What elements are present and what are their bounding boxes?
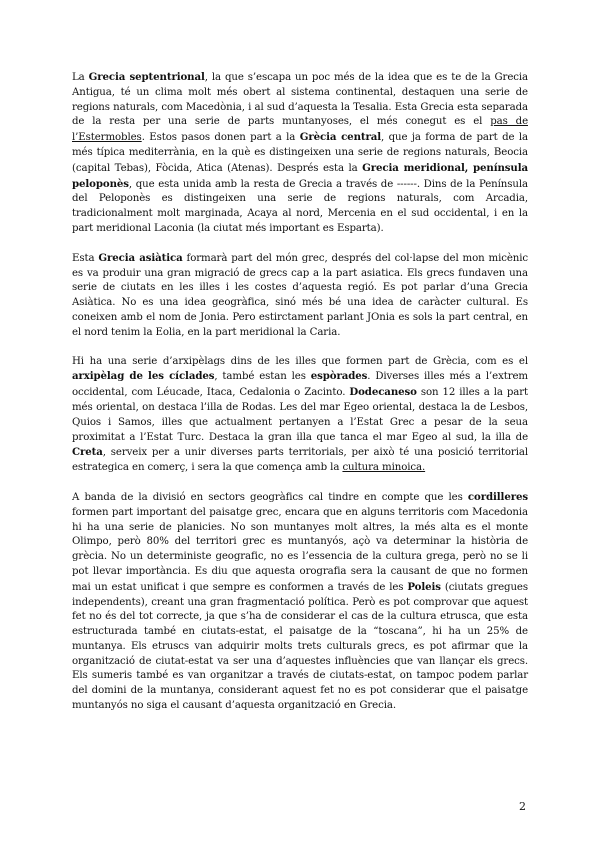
bold-term: cordilleres (467, 490, 528, 503)
text-run: . Estos pasos donen part a la (141, 132, 300, 144)
text-run: , també estan les (214, 371, 311, 383)
bold-term: Grecia asiàtica (98, 251, 183, 264)
text-run: A banda de la divisió en sectors geogràfics cal tindre en compte que les (72, 491, 468, 503)
bold-term: Dodecaneso (349, 386, 417, 399)
underlined-term: cultura minoica. (342, 462, 426, 474)
bold-term: Grècia central (299, 131, 382, 144)
text-run: La (72, 72, 89, 83)
bold-term: Poleis (407, 580, 441, 593)
text-run: formen part important del paisatge grec, encara que en alguns territoris com Macedonia hi ha una serie de planicies. No son muntanyes molt altres, la més alta es el monte Olimpo, però 80% del territori grec es muntanyós, açò va determinar la història de grècia. No un deterministe geografic, no es l’essencia de la cultura grega, però no se li pot llevar importància. Es diu que aquesta orografia sera la causant de que no formen mai un estat unificat i que sempre es conformen a través de les (72, 506, 528, 593)
text-run: , serveix per a unir diverses parts territorials, per això té una posició territorial estrategica en comerç, i sera la que comença amb la (72, 447, 528, 474)
bold-term: espòrades (310, 370, 368, 383)
text-run: (ciutats gregues independents), creant una gran fragmentació política. Però es pot comprovar que aquest fet no és del tot correcte, ja que s’ha de considerar el cas de la cultura etrusca, que esta estructurada també en ciutats-estat, el paisatge de la “toscana”, hi ha un 25% de muntanya. Els etruscs van adquirir molts trets culturals grecs, es pot afirmar que la organització de ciutat-estat va ser una d’aquestes influències que van llançar els grecs. Els sumeris també es van organitzar a través de ciutats-estat, on tampoc podem parlar del domini de la muntanya, considerant aquest fet no es pot considerar que el paisatge muntanyós no siga el causant d’aquesta organització en Grecia. (72, 581, 528, 712)
text-run: . Diverses illes més a l’extrem occidental, com Léucade, Itaca, Cedalonia o Zacinto. (72, 371, 528, 399)
paragraph-grecia-septentrional (72, 70, 528, 237)
paragraph-arxipelags (72, 355, 528, 476)
bold-term: Grecia meridional, península peloponès (72, 161, 528, 190)
text-run: son 12 illes a la part més oriental, on destaca l’illa de Rodas. Les del mar Egeo oriental, destaca la de Lesbos, Quios i Samos, illes que actualment pertanyen a l’Estat Grec a pesar de la seua proximitat a l’Estat Turc. Destaca la gran illa que tanca el mar Egeo al sud, la illa de (72, 387, 528, 443)
paragraph-cordilleres (72, 490, 528, 714)
underlined-term: pas de l’Estermobles (72, 116, 528, 144)
bold-term: Creta (72, 446, 103, 459)
paragraph-grecia-asiatica (72, 251, 528, 341)
text-run: Esta (72, 252, 99, 264)
text-run: formarà part del món grec, després del col·lapse del mon micènic es va produir una gran migració de grecs cap a la part asiatica. Els grecs fundaven una serie de ciutats en les illes i les costes d’aquesta regió. Es pot parlar d’una Grecia Asiàtica. No es una idea geogràfica, sinó més bé una idea de caràcter cultural. Es coneixen amb el nom de Jonia. Pero estirctament parlant JOnia es sols la part central, en el nord tenim la Eolia, en la part meridional la Caria. (72, 252, 528, 338)
text-run: , que ja forma de part de la més típica mediterrània, en la què es distingeixen una serie de regions naturals, Beocia (capital Tebas), Fòcida, Atica (Atenas). Després esta la (72, 132, 528, 174)
text-run: Hi ha una serie d’arxipèlags dins de les illes que formen part de Grècia, com es el (72, 355, 528, 367)
bold-term: arxipèlag de les cíclades (72, 370, 215, 383)
bold-term: Grecia septentrional (88, 71, 205, 83)
text-run: , la que s’escapa un poc més de la idea que es te de la Grecia Antigua, té un clima molt més obert al sistema continental, destaquen una serie de regions naturals, com Macedònia, i al sud d’aquesta la Tesalia. Esta Grecia esta separada de la resta per una serie de parts muntanyoses, el més conegut es el (72, 72, 528, 128)
page-number: 2 (519, 800, 526, 813)
text-run: , que esta unida amb la resta de Grecia a través de ------. Dins de la Península del Peloponès es distingeixen una serie de regions naturals, com Arcadia, tradicionalment molt marginada, Acaya al nord, Mercenia en el sud occidental, i en la part meridional Laconia (la ciutat més important es Esparta). (72, 178, 528, 234)
